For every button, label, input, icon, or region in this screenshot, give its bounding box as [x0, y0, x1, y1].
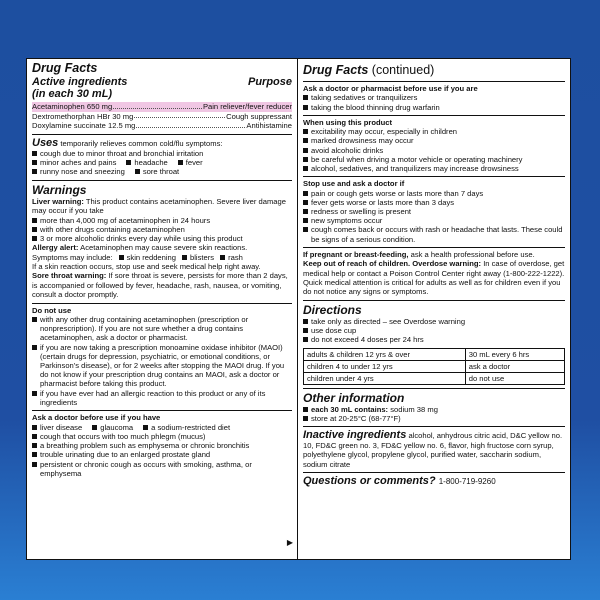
other-info-label: each 30 mL contains: — [311, 404, 389, 414]
when-using-item: avoid alcoholic drinks — [303, 146, 565, 155]
ask-pharmacist-section — [303, 82, 565, 116]
liver-item: 3 or more alcoholic drinks every day while using this product — [32, 234, 292, 243]
overdose-label: Keep out of reach of children. Overdose warning: — [303, 259, 482, 269]
dose-row — [304, 360, 565, 372]
directions-item: take only as directed – see Overdose warning — [303, 317, 565, 326]
dose-row — [304, 372, 565, 384]
uses-section — [32, 135, 292, 181]
ingredient-name: Dextromethorphan HBr 30 mg — [32, 111, 134, 121]
uses-inline-row — [32, 158, 292, 167]
other-information-item: store at 20-25°C (68-77°F) — [303, 414, 565, 423]
ingredient-row — [32, 121, 292, 131]
liver-item: with other drugs containing acetaminophen — [32, 225, 292, 234]
ingredient-name: Acetaminophen 650 mg — [32, 102, 113, 111]
questions-heading: Questions or comments? — [303, 475, 436, 488]
inactive-ingredients-heading: Inactive ingredients — [303, 428, 407, 441]
uses-item: minor aches and pains — [40, 157, 117, 167]
dose-amount: do not use — [465, 372, 564, 384]
ask-doctor-item: liver disease — [40, 422, 83, 432]
uses-intro: temporarily relieves common cold/flu symptoms: — [60, 138, 223, 148]
dose-row — [304, 348, 565, 360]
ask-doctor-item: a breathing problem such as emphysema or chronic bronchitis — [32, 441, 292, 450]
do-not-use-item: if you are now taking a prescription monoamine oxidase inhibitor (MAOI) (certain drugs for depression, psychiatric, or emotional conditions, or Parkinson's disease), or for 2 weeks after stopping the MAOI drug. If you do not know if your prescription drug contains an MAOI, ask a doctor or pharmacist before taking this product. — [32, 343, 292, 389]
symptoms-label: Symptoms may include: — [32, 252, 113, 262]
symptom-item: skin reddening — [126, 252, 177, 262]
purpose-heading: Purpose — [247, 76, 292, 88]
questions-phone: 1-800-719-9260 — [438, 477, 496, 487]
when-using-item: marked drowsiness may occur — [303, 136, 565, 145]
when-using-heading: When using this product — [303, 117, 393, 127]
dose-age: children 4 to under 12 yrs — [304, 360, 466, 372]
pregnancy-label: If pregnant or breast-feeding, — [303, 249, 409, 259]
liver-warning-text: This product contains acetaminophen. Severe liver damage may occur if you take — [32, 196, 286, 216]
do-not-use-item: with any other drug containing acetaminophen (prescription or nonprescription). If you are not sure whether a drug contains acetaminophen, ask a doctor or pharmacist. — [32, 315, 292, 343]
ask-doctor-heading: Ask a doctor before use if you have — [32, 413, 161, 423]
continue-arrow-icon: ▶ — [286, 538, 293, 547]
inactive-ingredients-section — [303, 427, 565, 473]
when-using-item: alcohol, sedatives, and tranquilizers may increase drowsiness — [303, 164, 565, 173]
ask-doctor-inline-row — [32, 423, 292, 432]
ask-pharmacist-item: taking sedatives or tranquilizers — [303, 93, 565, 102]
ingredient-row — [32, 102, 292, 112]
ingredient-name: Doxylamine succinate 12.5 mg — [32, 121, 136, 131]
ingredient-purpose: Antihistamine — [246, 121, 292, 131]
drug-facts-label — [26, 58, 571, 560]
sore-throat-text: If sore throat is severe, persists for more than 2 days, is accompanied or followed by fever, headache, rash, nausea, or vomiting, consult a doctor promptly. — [32, 271, 288, 300]
warnings-section — [32, 181, 292, 304]
directions-item: use dose cup — [303, 326, 565, 335]
ask-doctor-item: cough that occurs with too much phlegm (mucus) — [32, 432, 292, 441]
skin-reaction-text: If a skin reaction occurs, stop use and seek medical help right away. — [32, 262, 261, 272]
other-information-section — [303, 389, 565, 427]
dose-amount: 30 mL every 6 hrs — [465, 348, 564, 360]
symptom-item: blisters — [190, 252, 215, 262]
directions-section — [303, 301, 565, 389]
active-ingredients-heading: Active ingredients — [32, 76, 128, 88]
ask-doctor-section — [32, 411, 292, 481]
uses-inline-row — [32, 167, 292, 176]
stop-use-item: new symptoms occur — [303, 216, 565, 225]
dose-amount: ask a doctor — [465, 360, 564, 372]
stop-use-section — [303, 177, 565, 248]
directions-item: do not exceed 4 doses per 24 hrs — [303, 335, 565, 344]
warnings-heading: Warnings — [32, 182, 87, 197]
ask-doctor-item: persistent or chronic cough as occurs with smoking, asthma, or emphysema — [32, 460, 292, 478]
left-column — [27, 59, 298, 559]
liver-item: more than 4,000 mg of acetaminophen in 24 hours — [32, 216, 292, 225]
allergy-alert-label: Allergy alert: — [32, 243, 79, 253]
ingredient-purpose: Pain reliever/fever reducer — [202, 102, 292, 111]
symptoms-row — [32, 253, 292, 262]
when-using-item: excitability may occur, especially in children — [303, 127, 565, 136]
inactive-ingredients-text: alcohol, anhydrous citric acid, D&C yellow no. 10, FD&C green no. 3, FD&C yellow no. 6, flavor, high fructose corn syrup, polyethylene glycol, propylene glycol, purified water, saccharin sodium, sodium citrate — [303, 430, 563, 469]
do-not-use-section — [32, 304, 292, 411]
uses-item: cough due to minor throat and bronchial irritation — [32, 149, 292, 158]
right-column — [298, 59, 570, 559]
drug-facts-continued-title: Drug Facts — [303, 63, 369, 77]
stop-use-item: pain or cough gets worse or lasts more than 7 days — [303, 189, 565, 198]
liver-warning-label: Liver warning: — [32, 196, 84, 206]
drug-facts-title: Drug Facts — [32, 61, 98, 75]
ask-pharmacist-heading: Ask a doctor or pharmacist before use if you are — [303, 84, 478, 93]
other-information-item — [303, 405, 565, 414]
ask-doctor-item: trouble urinating due to an enlarged prostate gland — [32, 450, 292, 459]
sore-throat-label: Sore throat warning: — [32, 271, 107, 281]
uses-item: runny nose and sneezing — [40, 167, 125, 177]
other-information-heading: Other information — [303, 390, 405, 405]
do-not-use-item: if you have ever had an allergic reaction to this product or any of its ingredients — [32, 389, 292, 407]
continued-title-section — [303, 59, 565, 82]
allergy-alert-text: Acetaminophen may cause severe skin reactions. — [80, 243, 248, 253]
uses-item: headache — [134, 157, 168, 167]
active-ingredients-section — [32, 59, 292, 135]
ask-pharmacist-item: taking the blood thinning drug warfarin — [303, 103, 565, 112]
dose-table — [303, 348, 565, 385]
questions-section — [303, 473, 565, 490]
dose-age: adults & children 12 yrs & over — [304, 348, 466, 360]
ingredient-purpose: Cough suppressant — [226, 111, 292, 121]
stop-use-heading: Stop use and ask a doctor if — [303, 179, 405, 189]
stop-use-item: fever gets worse or lasts more than 3 days — [303, 198, 565, 207]
ask-doctor-item: a sodium-restricted diet — [151, 422, 231, 432]
when-using-item: be careful when driving a motor vehicle or operating machinery — [303, 155, 565, 164]
ingredient-row — [32, 112, 292, 122]
when-using-section — [303, 116, 565, 177]
dose-age: children under 4 yrs — [304, 372, 466, 384]
symptom-item: rash — [228, 252, 243, 262]
active-header — [32, 76, 292, 88]
pregnancy-text: ask a health professional before use. — [410, 249, 535, 259]
ask-doctor-item: glaucoma — [100, 422, 134, 432]
pregnancy-overdose-section — [303, 248, 565, 301]
active-ingredients-subheading: (in each 30 mL) — [32, 88, 113, 100]
directions-heading: Directions — [303, 302, 362, 317]
uses-item: fever — [185, 157, 203, 167]
continued-label: (continued) — [371, 63, 435, 77]
stop-use-item: redness or swelling is present — [303, 207, 565, 216]
do-not-use-heading: Do not use — [32, 305, 72, 315]
uses-heading: Uses — [32, 136, 59, 149]
uses-item: sore throat — [142, 167, 180, 177]
other-info-text: sodium 38 mg — [390, 404, 438, 414]
stop-use-item: cough comes back or occurs with rash or headache that lasts. These could be signs of a serious condition. — [303, 225, 565, 243]
overdose-text: In case of overdose, get medical help or contact a Poison Control Center right away (1-800-222-1222). Quick medical attention is critical for adults as well as for children even if you do not notice any signs or symptoms. — [303, 259, 565, 297]
